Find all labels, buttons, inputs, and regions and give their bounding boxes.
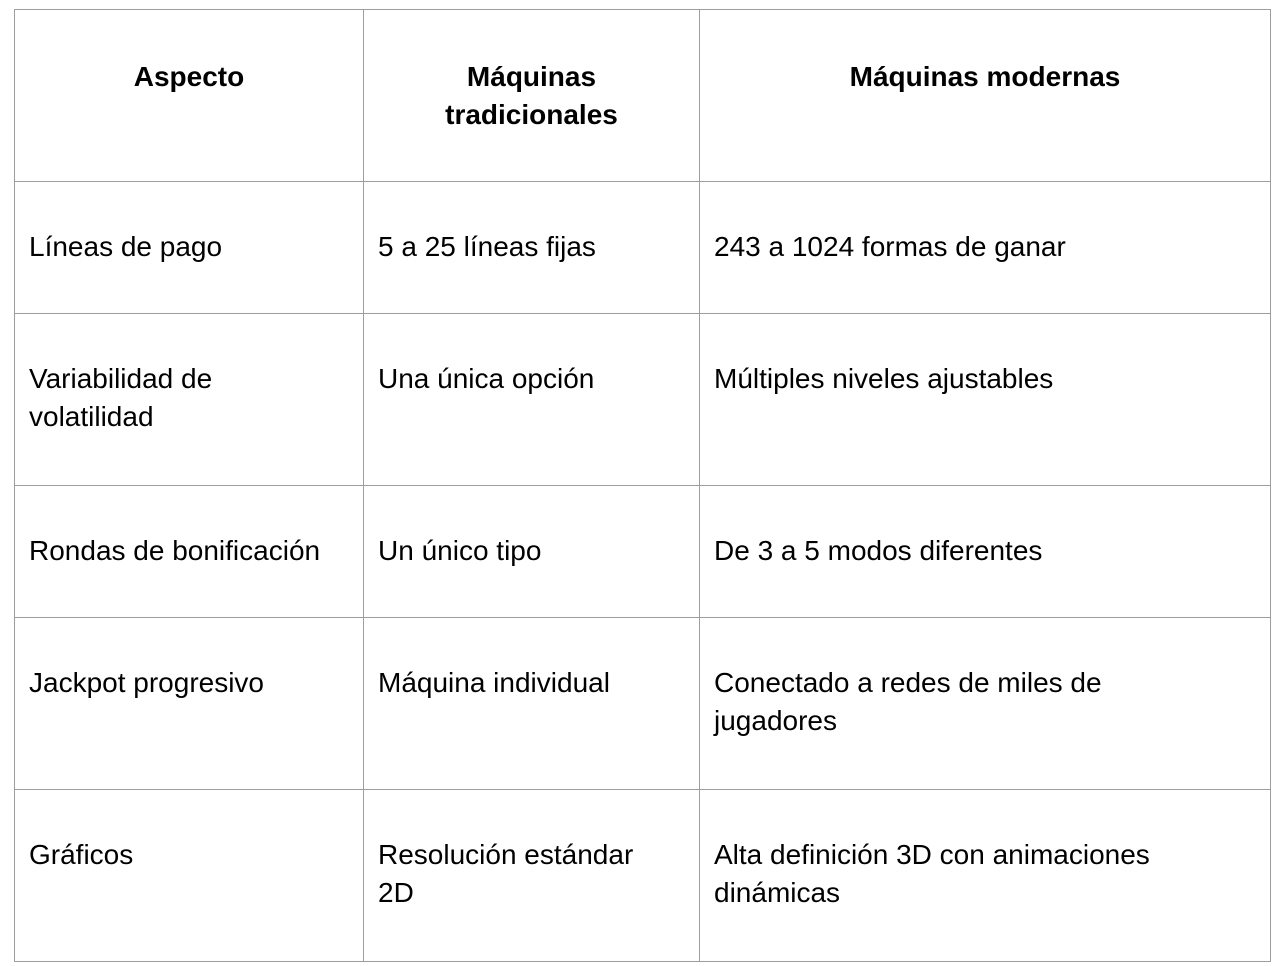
table-row <box>15 790 1271 962</box>
table-header-row <box>15 10 1271 182</box>
table-cell: De 3 a 5 modos diferentes <box>700 486 1271 618</box>
table-row <box>15 486 1271 618</box>
table-cell: Gráficos <box>15 790 364 962</box>
table-cell: Jackpot progresivo <box>15 618 364 790</box>
table-cell: Rondas de bonificación <box>15 486 364 618</box>
header-cell-maquinas-modernas: Máquinas modernas <box>700 10 1271 182</box>
header-cell-aspecto: Aspecto <box>15 10 364 182</box>
table-row <box>15 182 1271 314</box>
table-cell: Máquina individual <box>364 618 700 790</box>
table-cell: Una única opción <box>364 314 700 486</box>
table-cell: Líneas de pago <box>15 182 364 314</box>
table-row <box>15 314 1271 486</box>
table-cell: Conectado a redes de miles de jugadores <box>700 618 1271 790</box>
table-cell: Un único tipo <box>364 486 700 618</box>
table-cell: Múltiples niveles ajustables <box>700 314 1271 486</box>
table-cell: 5 a 25 líneas fijas <box>364 182 700 314</box>
comparison-table <box>14 9 1271 962</box>
table-cell: Resolución estándar 2D <box>364 790 700 962</box>
header-cell-maquinas-tradicionales: Máquinas tradicionales <box>364 10 700 182</box>
table-cell: Variabilidad de volatilidad <box>15 314 364 486</box>
table-cell: 243 a 1024 formas de ganar <box>700 182 1271 314</box>
table-row <box>15 618 1271 790</box>
table-cell: Alta definición 3D con animaciones dinámicas <box>700 790 1271 962</box>
